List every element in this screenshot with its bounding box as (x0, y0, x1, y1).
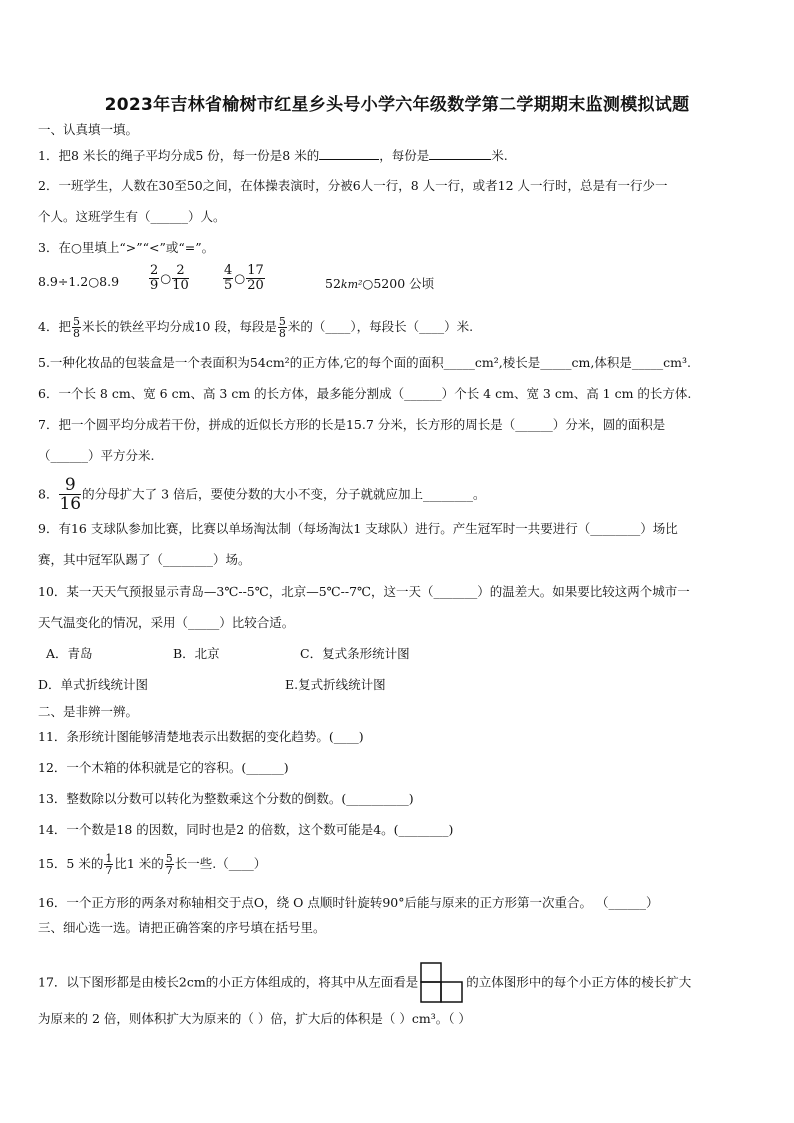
q10-option-c: C．复式条形统计图 (300, 646, 410, 661)
q3-frac-2-9: $\frac{2}{9}$ (150, 263, 159, 293)
section-heading-3: 三、细心选一选。请把正确答案的序号填在括号里。 (38, 920, 326, 935)
question-2-line-2: 个人。这班学生有（______）人。 (38, 209, 226, 224)
section-heading-2: 二、是非辨一辨。 (38, 704, 139, 719)
question-15: 15．5 米的 $\frac{1}{7}$ 比1 米的 $\frac{5}{7}$ 长一些.（____） (38, 852, 267, 877)
q1-blank-1 (319, 147, 379, 160)
q3-frac-2-10: $\frac{2}{10}$ (172, 263, 189, 293)
question-16: 16．一个正方形的两条对称轴相交于点O，绕 O 点顺时针旋转90°后能与原来的正方形第一次重合。 （______） (38, 895, 659, 910)
q3-expr-4: 52km²○5200 公顷 (325, 276, 435, 291)
question-17-line-2: 为原来的 2 倍，则体积扩大为原来的（ ）倍，扩大后的体积是（ ）cm³。（ ） (38, 1011, 471, 1026)
question-9-line-2: 赛，其中冠军队踢了（________）场。 (38, 552, 251, 567)
question-7-line-1: 7．把一个圆平均分成若干份，拼成的近似长方形的长是15.7 分米，长方形的周长是（______）分米，圆的面积是 (38, 417, 666, 432)
question-2-line-1: 2．一班学生，人数在30至50之间，在体操表演时，分被6人一行，8 人一行，或者12 人一行时，总是有一行少一 (38, 178, 668, 193)
q4-frac-5-8: $\frac{5}{8}$ (72, 315, 80, 340)
q15-frac-1-7: $\frac{1}{7}$ (105, 852, 113, 877)
q10-option-b: B．北京 (173, 646, 220, 661)
q1-text-a: 1．把8 米长的绳子平均分成5 份，每一份是8 米的 (38, 148, 320, 163)
q3-expr-2: $\frac{2}{9}$ ○ $\frac{2}{10}$ (150, 263, 189, 293)
question-10-line-2: 天气温变化的情况，采用（_____）比较合适。 (38, 615, 295, 630)
question-4: 4．把 $\frac{5}{8}$ 米长的铁丝平均分成10 段，每段是 $\frac{5}{8}$ 米的（____），每段长（____）米. (38, 315, 474, 340)
q8-frac-9-16: $\frac{9}{16}$ (59, 475, 82, 514)
q3-frac-17-20: $\frac{17}{20}$ (247, 263, 264, 293)
question-17-line-1: 17．以下图形都是由棱长2cm的小正方体组成的，将其中从左面看是 的立体图形中的每个小正方体的棱长扩大 (38, 962, 691, 1004)
q3-expr-3: $\frac{4}{5}$ ○ $\frac{17}{20}$ (224, 263, 264, 293)
q10-option-a: A．青岛 (46, 646, 93, 661)
question-9-line-1: 9．有16 支球队参加比赛，比赛以单场淘汰制（每场淘汰1 支球队）进行。产生冠军时一共要进行（________）场比 (38, 521, 678, 536)
q1-text-b: ，每份是 (379, 148, 430, 163)
q10-option-d: D．单式折线统计图 (38, 677, 149, 692)
q1-blank-2 (429, 147, 491, 160)
question-1 (38, 147, 508, 164)
question-7-line-2: （______）平方分米. (38, 448, 155, 463)
q3-expr-1: 8.9÷1.2○8.9 (38, 274, 120, 289)
section-heading-1: 一、认真填一填。 (38, 122, 139, 137)
q3-frac-4-5: $\frac{4}{5}$ (224, 263, 233, 293)
question-5: 5.一种化妆品的包装盒是一个表面积为54cm²的正方体,它的每个面的面积_____cm²,棱长是_____cm,体积是_____cm³. (38, 355, 691, 370)
q10-option-e: E.复式折线统计图 (285, 677, 386, 692)
left-view-squares-icon (420, 962, 464, 1004)
q15-frac-5-7: $\frac{5}{7}$ (165, 852, 173, 877)
question-6: 6．一个长 8 cm、宽 6 cm、高 3 cm 的长方体，最多能分割成（______）个长 4 cm、宽 3 cm、高 1 cm 的长方体. (38, 386, 692, 401)
question-14: 14．一个数是18 的因数，同时也是2 的倍数，这个数可能是4。(________) (38, 822, 454, 837)
question-11: 11．条形统计图能够清楚地表示出数据的变化趋势。(____) (38, 729, 364, 744)
q1-text-c: 米. (491, 148, 508, 163)
q4-frac-5-8-b: $\frac{5}{8}$ (278, 315, 286, 340)
question-8: 8． $\frac{9}{16}$ 的分母扩大了 3 倍后，要使分数的大小不变，分子就就应加上________。 (38, 475, 486, 514)
question-12: 12．一个木箱的体积就是它的容积。(______) (38, 760, 289, 775)
page-title: 2023年吉林省榆树市红星乡头号小学六年级数学第二学期期末监测模拟试题 (104, 95, 690, 115)
question-3: 3．在○里填上“>”“<”或“=”。 (38, 240, 215, 255)
question-13: 13．整数除以分数可以转化为整数乘这个分数的倒数。(__________) (38, 791, 414, 806)
question-10-line-1: 10．某一天天气预报显示青岛—3℃--5℃，北京—5℃--7℃，这一天（_______）的温差大。如果要比较这两个城市一 (38, 584, 690, 599)
